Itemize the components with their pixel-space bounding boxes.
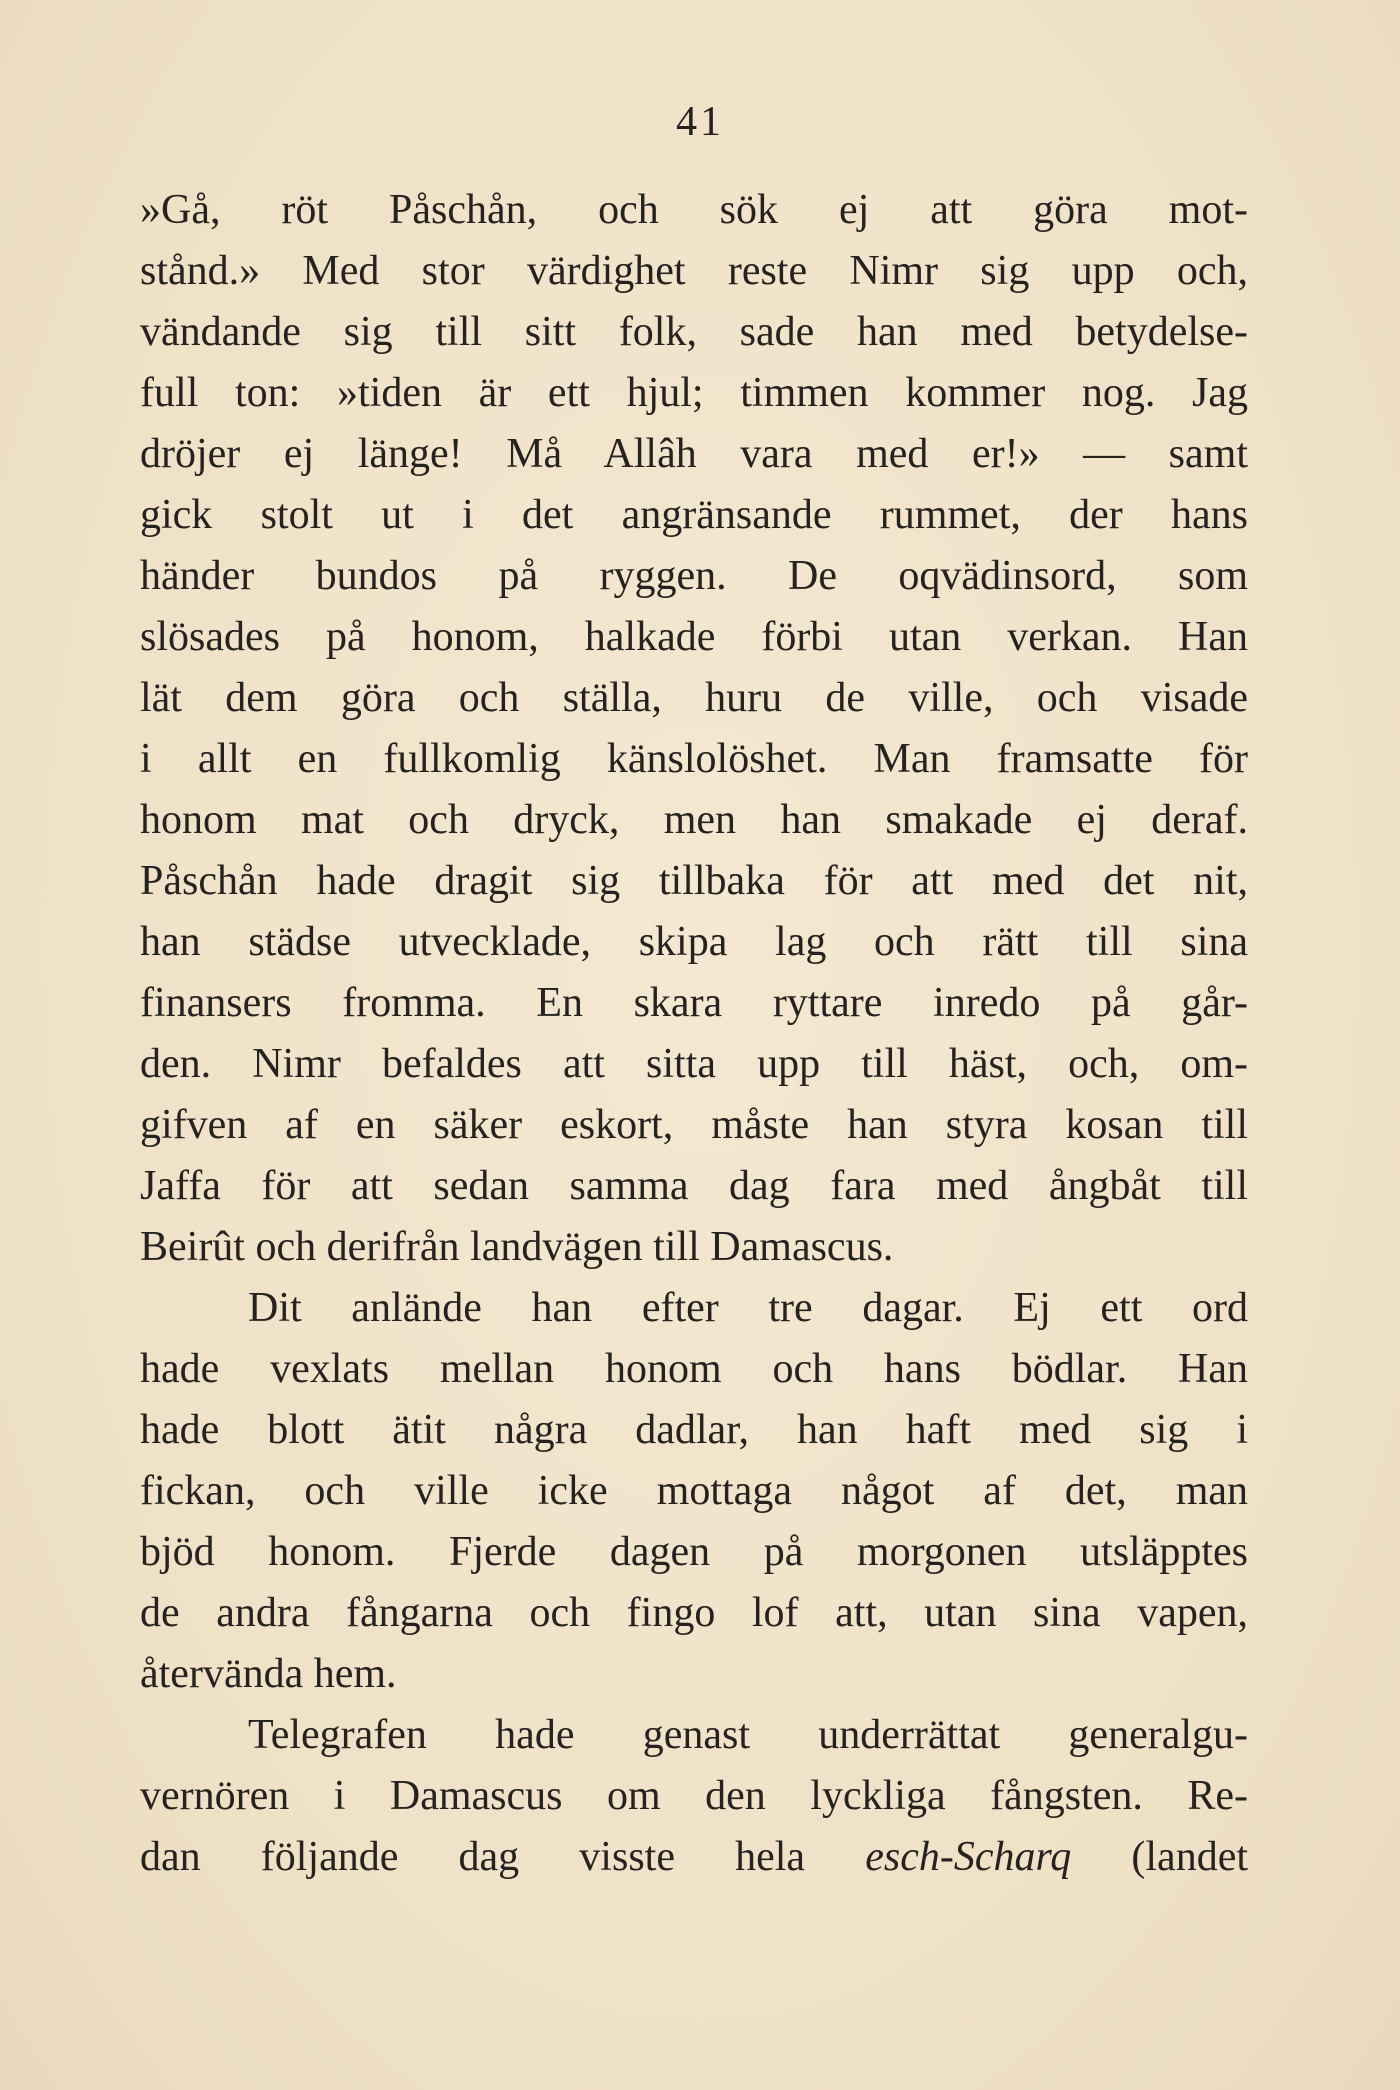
text-line-18: Beirût och derifrån landvägen till Damascus. (140, 1224, 894, 1270)
text-line-23: bjöd honom. Fjerde dagen på morgonen utsläpptes (140, 1529, 1248, 1575)
text-line-22: fickan, och ville icke mottaga något af det, man (140, 1468, 1248, 1514)
text-line-19: Dit anlände han efter tre dagar. Ej ett ord (248, 1285, 1248, 1331)
italic-term: esch-Scharq (865, 1834, 1072, 1880)
text-line-26: Telegrafen hade genast underrättat generalgu- (248, 1712, 1248, 1758)
text-line-1: »Gå, röt Påschån, och sök ej att göra mot- (140, 187, 1248, 233)
text-line-5: dröjer ej länge! Må Allâh vara med er!» — samt (140, 431, 1248, 477)
text-line-4: full ton: »tiden är ett hjul; timmen kommer nog. Jag (140, 370, 1248, 416)
text-line-16: gifven af en säker eskort, måste han styra kosan till (140, 1102, 1248, 1148)
text-line-10: i allt en fullkomlig känslolöshet. Man framsatte för (140, 736, 1248, 782)
text-line-8: slösades på honom, halkade förbi utan verkan. Han (140, 614, 1248, 660)
text-line-2: stånd.» Med stor värdighet reste Nimr sig upp och, (140, 248, 1248, 294)
text-line-24: de andra fångarna och fingo lof att, utan sina vapen, (140, 1590, 1248, 1636)
text-line-17: Jaffa för att sedan samma dag fara med ångbåt till (140, 1163, 1248, 1209)
text-line-14: finansers fromma. En skara ryttare inredo på går- (140, 980, 1248, 1026)
body-text (140, 180, 1248, 1888)
text-line-25: återvända hem. (140, 1651, 397, 1697)
text-line-9: lät dem göra och ställa, huru de ville, och visade (140, 675, 1248, 721)
text-line-7: händer bundos på ryggen. De oqvädinsord, som (140, 553, 1248, 599)
text-line-6: gick stolt ut i det angränsande rummet, der hans (140, 492, 1248, 538)
text-line-28-end: (landet (1131, 1834, 1249, 1880)
text-line-13: han städse utvecklade, skipa lag och rätt till sina (140, 919, 1248, 965)
text-line-3: vändande sig till sitt folk, sade han med betydelse- (140, 309, 1248, 355)
page-number: 41 (676, 99, 724, 145)
text-line-28 (140, 1827, 1248, 1888)
text-line-21: hade blott ätit några dadlar, han haft med sig i (140, 1407, 1248, 1453)
text-line-28-start: dan följande dag visste hela (140, 1834, 806, 1880)
text-line-12: Påschån hade dragit sig tillbaka för att med det nit, (140, 858, 1248, 904)
text-line-20: hade vexlats mellan honom och hans bödlar. Han (140, 1346, 1248, 1392)
text-line-11: honom mat och dryck, men han smakade ej deraf. (140, 797, 1248, 843)
text-line-27: vernören i Damascus om den lyckliga fångsten. Re- (140, 1773, 1248, 1819)
text-line-15: den. Nimr befaldes att sitta upp till häst, och, om- (140, 1041, 1248, 1087)
